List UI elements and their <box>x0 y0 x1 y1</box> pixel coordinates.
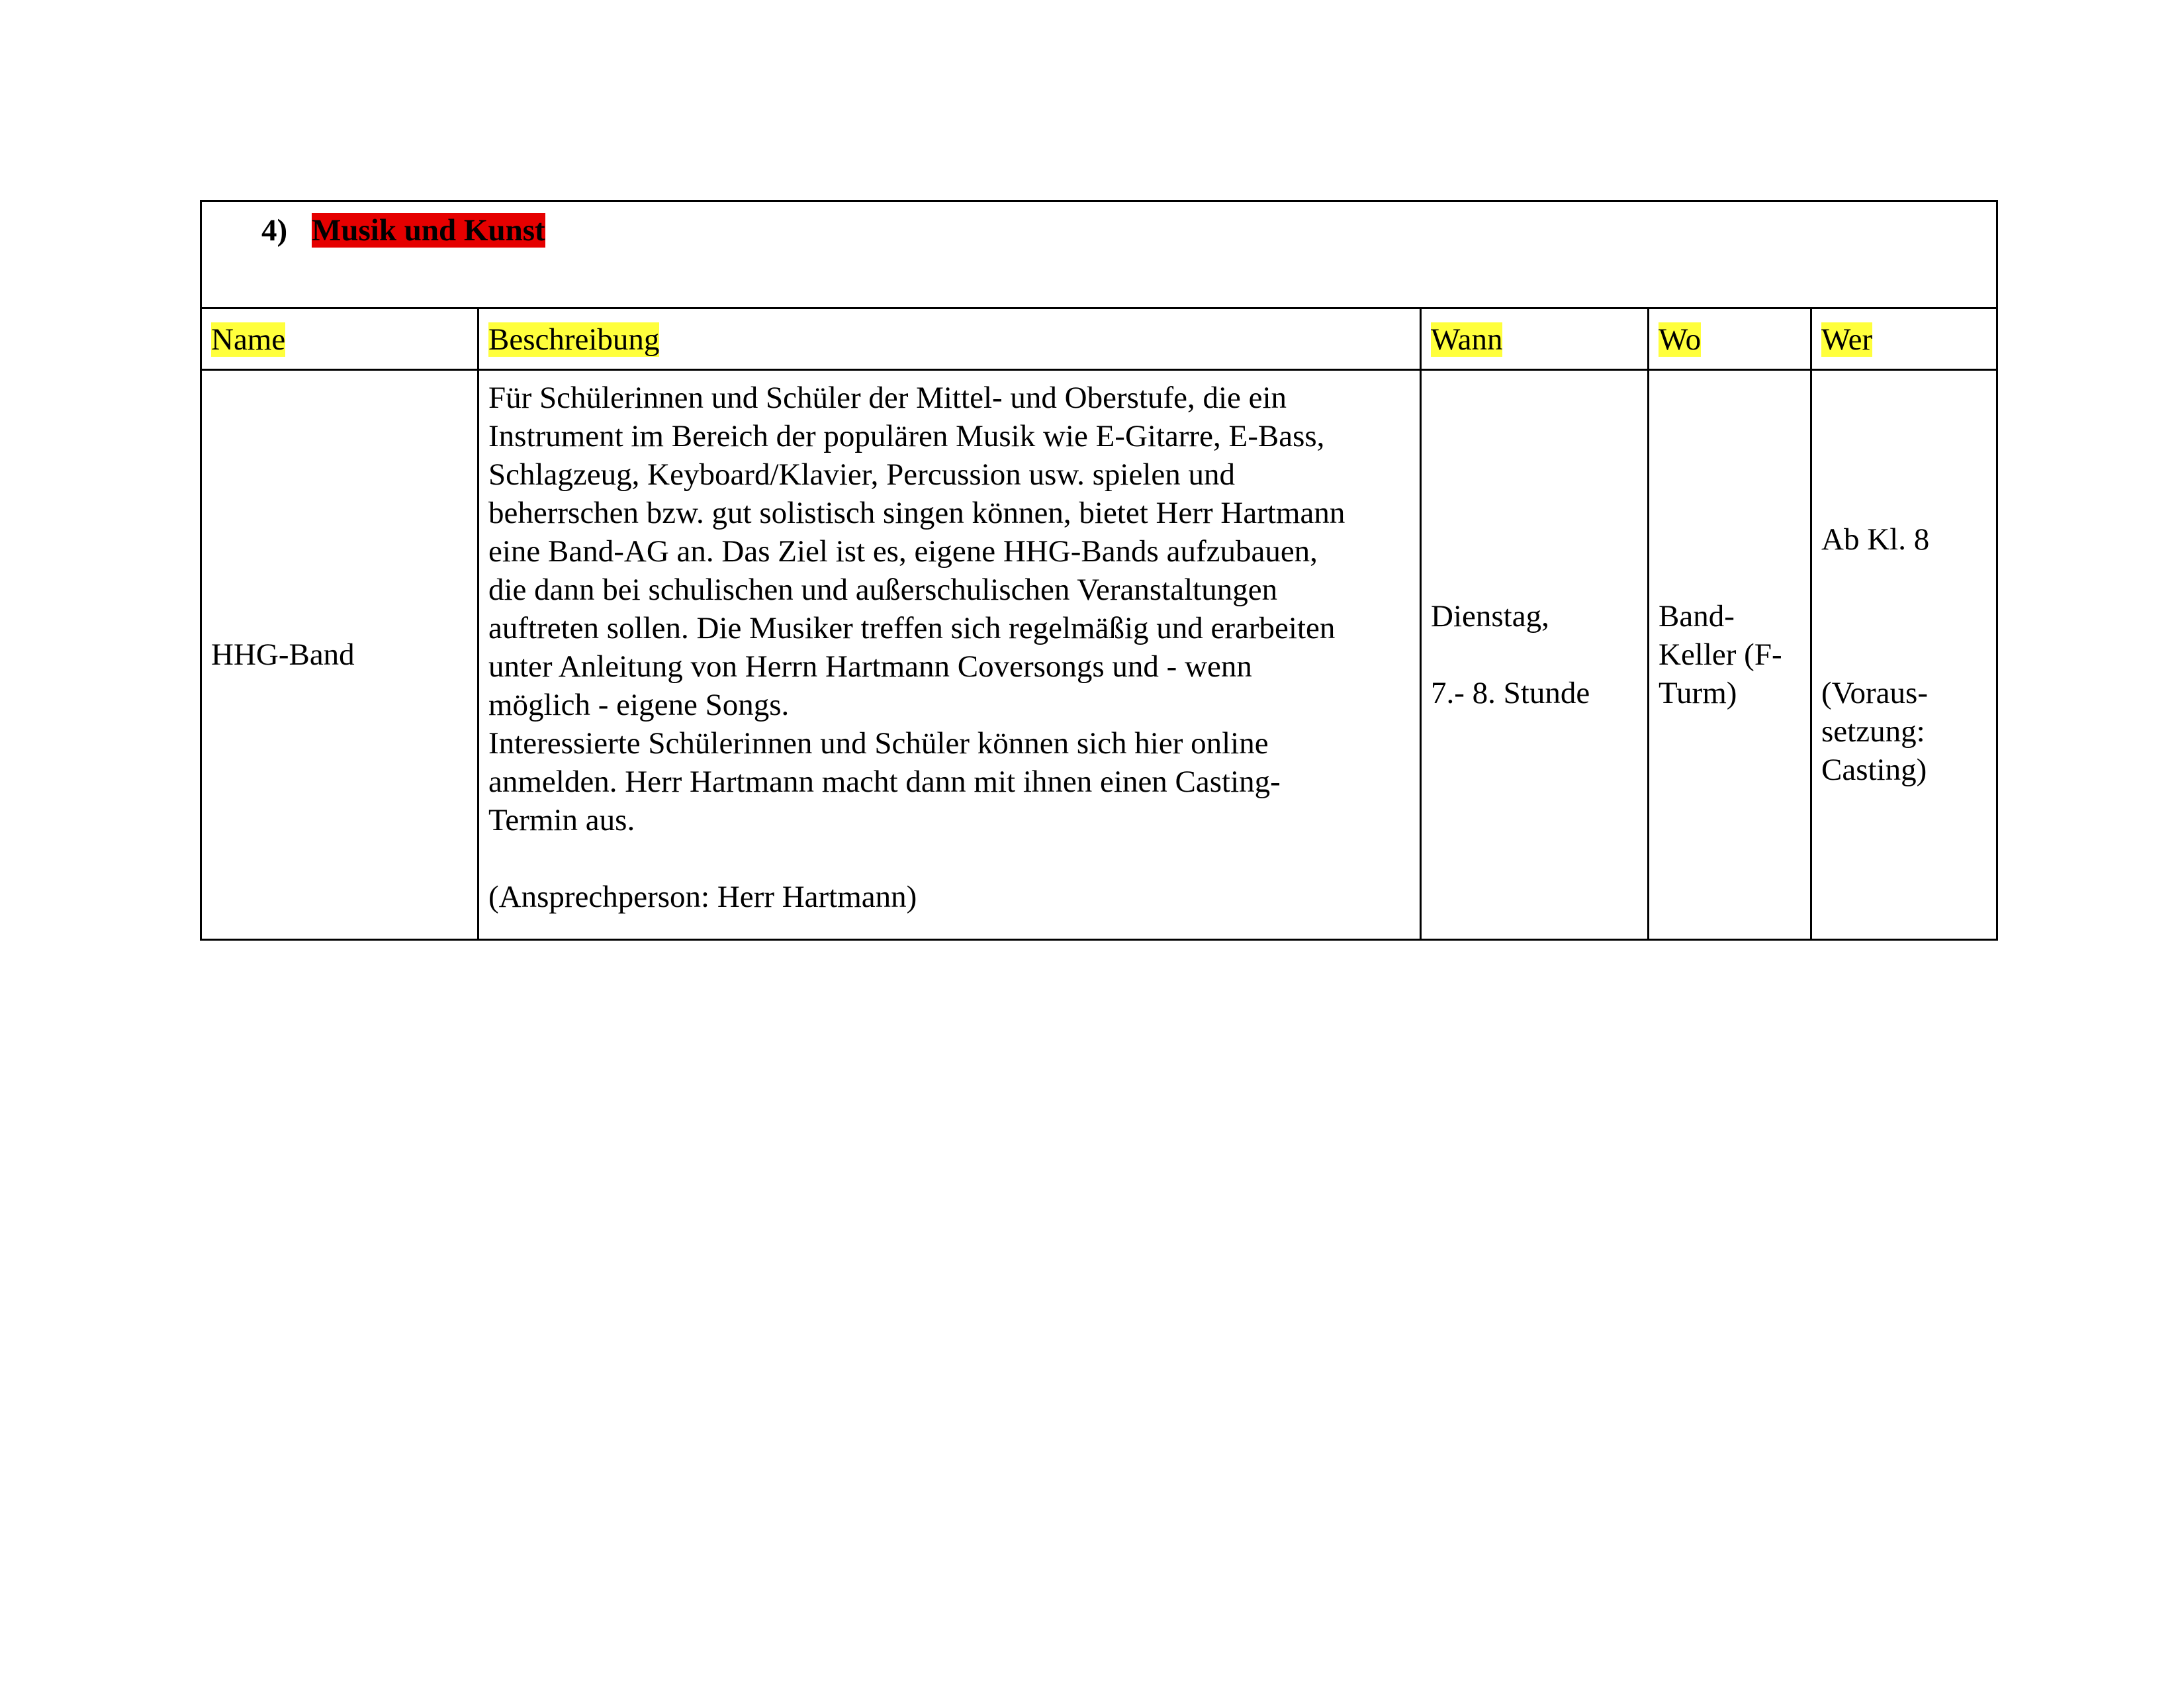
description-line: auftreten sollen. Die Musiker treffen sich regelmäßig und erarbeiten <box>488 611 1336 645</box>
description-line: möglich - eigene Songs. <box>488 688 790 722</box>
who-condition-line: Casting) <box>1821 753 1927 787</box>
section-number: 4) <box>261 213 288 248</box>
when-time: 7.- 8. Stunde <box>1431 676 1590 710</box>
activity-name: HHG-Band <box>201 370 478 940</box>
table-header-row <box>201 308 1997 370</box>
description-line: Instrument im Bereich der populären Musik wie E-Gitarre, E-Bass, <box>488 419 1325 453</box>
column-header-when-label: Wann <box>1431 322 1503 357</box>
section-title: Musik und Kunst <box>312 213 545 248</box>
description-line: Termin aus. <box>488 803 635 837</box>
who-condition-line: (Voraus- <box>1821 676 1928 710</box>
where-line: Band- <box>1659 599 1735 633</box>
activity-description <box>478 370 1421 940</box>
column-header-name <box>201 308 478 370</box>
column-header-who <box>1811 308 1997 370</box>
description-line: beherrschen bzw. gut solistisch singen können, bietet Herr Hartmann <box>488 496 1345 530</box>
activity-where <box>1649 370 1811 940</box>
section-heading-cell <box>201 201 1997 308</box>
description-line: anmelden. Herr Hartmann macht dann mit ihnen einen Casting- <box>488 765 1281 799</box>
section-heading-row <box>201 201 1997 308</box>
where-line: Turm) <box>1659 676 1737 710</box>
where-line: Keller (F- <box>1659 637 1782 672</box>
activity-who <box>1811 370 1997 940</box>
when-spacer <box>1431 635 1638 674</box>
description-line: unter Anleitung von Herrn Hartmann Coversongs und - wenn <box>488 649 1252 684</box>
column-header-who-label: Wer <box>1821 322 1873 357</box>
description-spacer <box>488 839 1410 878</box>
column-header-when <box>1421 308 1649 370</box>
who-grade: Ab Kl. 8 <box>1821 522 1930 557</box>
description-line: Schlagzeug, Keyboard/Klavier, Percussion usw. spielen und <box>488 457 1236 492</box>
column-header-name-label: Name <box>211 322 286 357</box>
description-line: Für Schülerinnen und Schüler der Mittel- und Oberstufe, die ein <box>488 381 1287 415</box>
column-header-where <box>1649 308 1811 370</box>
table-row <box>201 370 1997 940</box>
column-header-where-label: Wo <box>1659 322 1702 357</box>
when-day: Dienstag, <box>1431 599 1549 633</box>
contact-person: (Ansprechperson: Herr Hartmann) <box>488 880 917 914</box>
activity-table <box>200 200 1998 941</box>
description-line: Interessierte Schülerinnen und Schüler können sich hier online <box>488 726 1269 761</box>
description-line: eine Band-AG an. Das Ziel ist es, eigene HHG-Bands aufzubauen, <box>488 534 1318 569</box>
description-line: die dann bei schulischen und außerschulischen Veranstaltungen <box>488 573 1278 607</box>
who-condition-line: setzung: <box>1821 714 1925 749</box>
column-header-description-label: Beschreibung <box>488 322 660 357</box>
column-header-description <box>478 308 1421 370</box>
activity-when <box>1421 370 1649 940</box>
who-spacer <box>1821 559 1987 674</box>
